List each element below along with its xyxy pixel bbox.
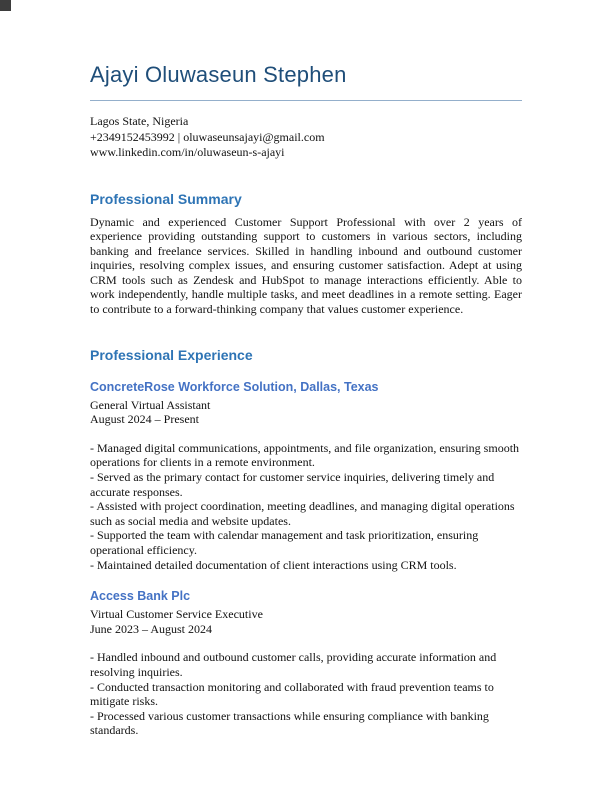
entry-bullet-list (90, 650, 522, 738)
bullet-item: - Managed digital communications, appointments, and file organization, ensuring smooth operations for clients in a remote environment. (90, 440, 520, 470)
bullet-item: - Conducted transaction monitoring and collaborated with fraud prevention teams to mitigate risks. (90, 679, 494, 709)
bullet-item: - Processed various customer transactions while ensuring compliance with banking standards. (90, 708, 489, 738)
contact-linkedin: www.linkedin.com/in/oluwaseun-s-ajayi (90, 145, 285, 159)
contact-email: oluwaseunsajayi@gmail.com (183, 129, 325, 144)
bullet-item: - Handled inbound and outbound customer calls, providing accurate information and resolving inquiries. (90, 650, 497, 679)
entry-company-name: Access Bank Plc (90, 589, 191, 604)
page-corner-artifact (0, 0, 11, 11)
entry-bullet-list (90, 441, 522, 572)
contact-location: Lagos State, Nigeria (90, 114, 189, 128)
bullet-item: - Supported the team with calendar management and task prioritization, ensuring operational efficiency. (90, 528, 479, 557)
section-heading-professional-experience: Professional Experience (90, 346, 253, 363)
summary-paragraph: Dynamic and experienced Customer Support Professional with over 2 years of experience providing outstanding support to customers in various sectors, including banking and freelance services. Skilled in handling inbound and outbound customer inquiries, resolving complex issues, and ensuring customer satisfaction. Adept at using CRM tools such as Zendesk and HubSpot to manage interactions efficiently. Able to work independently, handle multiple tasks, and meet deadlines in a remote setting. Eager to contribute to a forward-thinking company that values customer experience. (90, 214, 522, 317)
experience-entry-concreterose (90, 380, 522, 573)
bullet-item: - Assisted with project coordination, meeting deadlines, and managing digital operations such as social media and website updates. (90, 499, 515, 528)
contact-block (90, 114, 522, 161)
entry-dates: June 2023 – August 2024 (90, 621, 213, 636)
contact-phone: +2349152453992 (90, 129, 175, 144)
contact-separator: | (174, 129, 184, 144)
entry-role: Virtual Customer Service Executive (90, 607, 263, 622)
entry-dates: August 2024 – Present (90, 412, 199, 427)
bullet-item: - Maintained detailed documentation of client interactions using CRM tools. (90, 557, 457, 572)
resume-name: Ajayi Oluwaseun Stephen (90, 62, 522, 101)
experience-entry-access-bank (90, 589, 522, 738)
contact-phone-email-line (90, 130, 522, 146)
entry-company-name: ConcreteRose Workforce Solution, Dallas, Texas (90, 379, 379, 394)
bullet-item: - Served as the primary contact for customer service inquiries, delivering timely and accurate responses. (90, 470, 495, 499)
entry-role: General Virtual Assistant (90, 397, 211, 412)
section-heading-professional-summary: Professional Summary (90, 190, 242, 207)
